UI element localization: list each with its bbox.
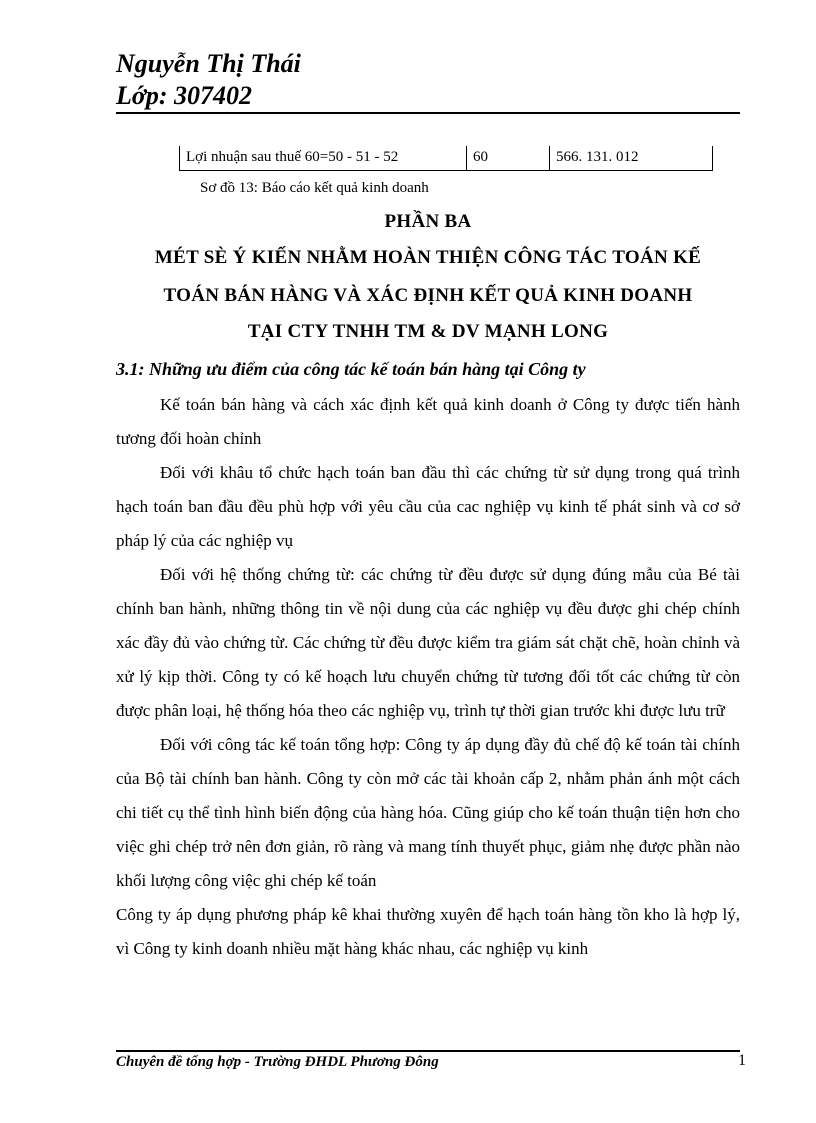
footer-text: Chuyên đề tổng hợp - Trường ĐHDL Phương Đông: [116, 1054, 439, 1070]
table-cell-code: 60: [467, 146, 550, 171]
table-cell-item: Lợi nhuận sau thuế 60=50 - 51 - 52: [180, 146, 467, 171]
paragraph: Kế toán bán hàng và cách xác định kết quả kinh doanh ở Công ty được tiến hành tương đối hoàn chỉnh: [116, 395, 740, 448]
author-name: Nguyễn Thị Thái: [116, 49, 301, 78]
header-divider: [116, 112, 740, 114]
paragraph: Công ty áp dụng phương pháp kê khai thường xuyên để hạch toán hàng tồn kho là hợp lý, vì Công ty kinh doanh nhiều mặt hàng khác nhau, các nghiệp vụ kinh: [116, 905, 740, 958]
part-heading-line-1: MÉT SÈ Ý KIẾN NHẰM HOÀN THIỆN CÔNG TÁC TOÁN KẾ: [154, 247, 702, 268]
paragraph: Đối với hệ thống chứng từ: các chứng từ đều được sử dụng đúng mẫu của Bé tài chính ban hành, những thông tin về nội dung của các nghiệp vụ đều được ghi chép chính xác đầy đủ vào chứng từ. Các chứng từ đều được kiểm tra giám sát chặt chẽ, hoàn chỉnh và xử lý kịp thời. Công ty có kế hoạch lưu chuyển chứng từ tương đối tốt các chứng từ còn được phân loại, hệ thống hóa theo các nghiệp vụ, trình tự thời gian trước khi được lưu trữ: [116, 565, 740, 720]
section-title: 3.1: Những ưu điểm của công tác kế toán bán hàng tại Công ty: [116, 359, 586, 379]
result-table: [179, 146, 713, 171]
table-cell-amount: 566. 131. 012: [550, 146, 713, 171]
part-heading-line-3: TẠI CTY TNHH TM & DV MẠNH LONG: [247, 321, 609, 342]
body-text: [116, 388, 740, 966]
class-label: Lớp: 307402: [116, 81, 252, 110]
footer-divider: [116, 1050, 740, 1052]
part-heading-line-2: TOÁN BÁN HÀNG VÀ XÁC ĐỊNH KẾT QUẢ KINH DOANH: [163, 285, 693, 306]
part-title: PHẦN BA: [384, 211, 472, 232]
paragraph: Đối với khâu tổ chức hạch toán ban đầu thì các chứng từ sử dụng trong quá trình hạch toán ban đầu đều phù hợp với yêu cầu của cac nghiệp vụ kinh tế phát sinh và cơ sở pháp lý của các nghiệp vụ: [116, 463, 740, 550]
figure-caption: Sơ đồ 13: Báo cáo kết quả kinh doanh: [200, 180, 429, 196]
table-row: [180, 146, 713, 171]
page-number: 1: [738, 1052, 746, 1069]
paragraph: Đối với công tác kế toán tổng hợp: Công ty áp dụng đầy đủ chế độ kế toán tài chính của Bộ tài chính ban hành. Công ty còn mở các tài khoản cấp 2, nhằm phản ánh một cách chi tiết cụ thể tình hình biến động của hàng hóa. Cũng giúp cho kế toán thuận tiện hơn cho việc ghi chép trở nên đơn giản, rõ ràng và mang tính thuyết phục, giảm nhẹ được phần nào khối lượng công việc ghi chép kế toán: [116, 735, 740, 890]
